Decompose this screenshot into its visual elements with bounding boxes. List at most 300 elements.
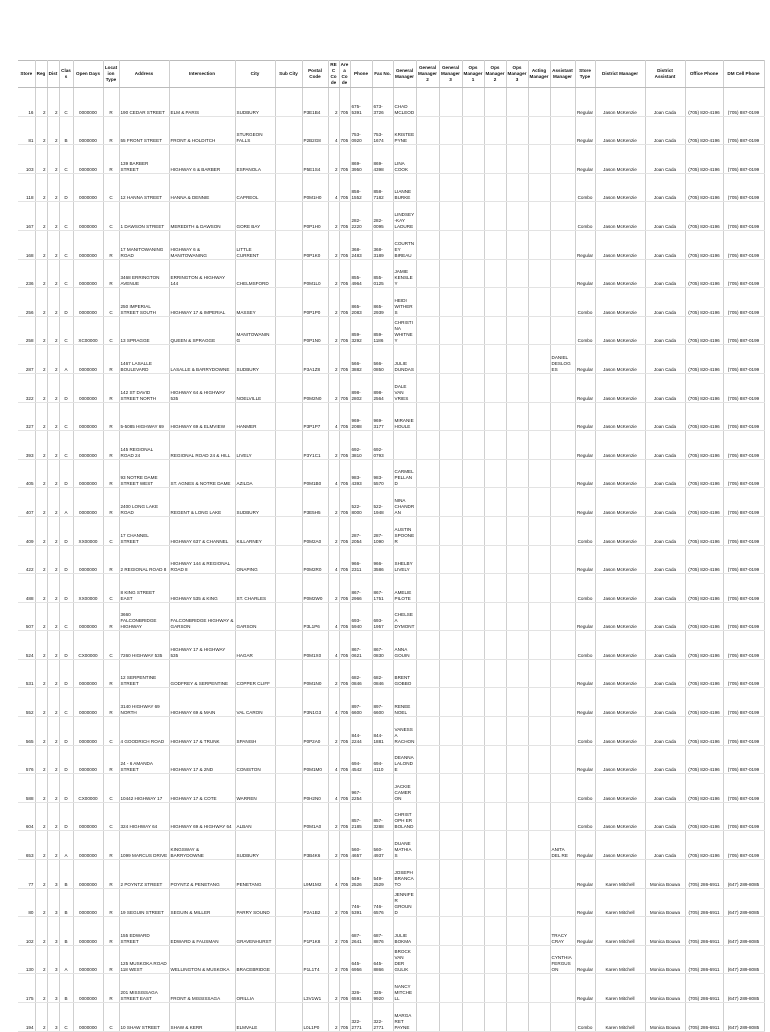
table-cell: 2 [35,917,47,946]
table-cell: P3L1P6 [302,602,328,631]
table-cell: HANNA & DENNIE [169,173,235,202]
table-cell: P0M1M0 [302,745,328,774]
table-cell [506,259,528,288]
table-cell: Jason McKenzie [595,373,645,402]
table-cell: 16 [18,88,35,117]
table-cell: 692-0793 [372,431,393,460]
table-cell [528,230,550,259]
table-cell: (705) 887-0199 [723,230,764,259]
table-cell: 867-0830 [372,631,393,660]
table-cell: ORILLIA [235,974,275,1003]
table-cell [275,659,302,688]
table-cell [439,116,462,145]
table-cell: 3468 ERRINGTON AVENUE [119,259,169,288]
table-cell [506,316,528,345]
table-cell [528,431,550,460]
table-row [18,145,764,174]
table-cell [528,516,550,545]
table-cell [275,488,302,517]
table-cell [528,602,550,631]
table-cell: R [103,917,119,946]
table-cell: 867-2966 [350,574,372,603]
table-cell: MEREDITH & DAWSON [169,202,235,231]
table-cell: CHRISTINA WHITNEY [393,316,416,345]
table-cell: (705) 887-0199 [723,659,764,688]
table-cell [462,145,484,174]
table-cell: 368-2483 [350,230,372,259]
table-row [18,574,764,603]
table-cell [416,545,439,574]
table-cell: Monica Bouwa [645,917,685,946]
table-cell [506,459,528,488]
table-cell: RENEE NOEL [393,688,416,717]
table-cell [462,831,484,860]
table-cell: 705 [339,545,350,574]
table-cell: Regular [575,431,595,460]
table-cell: 13 SPRAGGE [119,316,169,345]
table-cell: 2 [35,717,47,746]
column-header: General Manager [393,61,416,88]
table-cell: 705 [339,459,350,488]
table-cell: 0000000 [73,831,103,860]
table-cell: 81 [18,116,35,145]
table-cell [550,202,575,231]
table-cell: (647) 289-8085 [723,888,764,917]
table-cell: 855-4964 [350,259,372,288]
table-cell: D [59,774,73,803]
table-cell: 966-3586 [372,545,393,574]
table-cell: 2 [35,545,47,574]
table-cell: 2 [35,631,47,660]
table-cell: D [59,631,73,660]
table-cell: 560-4937 [372,831,393,860]
table-cell: Combo [575,774,595,803]
table-cell: C [103,173,119,202]
table-cell: JACKIE CAMERON [393,774,416,803]
table-cell: Regular [575,230,595,259]
table-cell: GARSON [235,602,275,631]
table-cell: 407 [18,488,35,517]
table-cell: 705 [339,888,350,917]
table-cell: (705) 820-4196 [685,717,723,746]
table-cell [275,774,302,803]
column-header: Fax No. [372,61,393,88]
table-cell: 0000000 [73,545,103,574]
table-cell: P0M2N0 [302,373,328,402]
table-cell: 4 [328,602,339,631]
table-cell: Joan Cada [645,659,685,688]
table-cell [439,888,462,917]
table-cell [462,88,484,117]
table-cell: 0000000 [73,259,103,288]
table-cell: 2 [47,345,59,374]
table-cell [462,316,484,345]
table-cell: 1 DAWSON STREET [119,202,169,231]
table-cell: D [59,516,73,545]
table-cell: Jason McKenzie [595,631,645,660]
table-cell [506,860,528,889]
table-cell [484,116,506,145]
table-cell [506,974,528,1003]
table-cell: CAPREOL [235,173,275,202]
table-cell: WARREN [235,774,275,803]
table-cell: 859-3292 [350,316,372,345]
table-cell: Joan Cada [645,516,685,545]
table-cell: 865-2939 [372,288,393,317]
table-cell: Monica Bouwa [645,860,685,889]
table-cell: 2 [328,230,339,259]
table-cell [275,831,302,860]
table-row [18,802,764,831]
table-cell: 705 [339,602,350,631]
table-cell: 4 [328,116,339,145]
table-cell [275,745,302,774]
table-cell [484,145,506,174]
table-cell: P0P1P0 [302,288,328,317]
table-cell: 2 [47,659,59,688]
table-cell: 2 [35,316,47,345]
table-cell: 2 [47,631,59,660]
table-cell: R [103,145,119,174]
table-cell: CHELMSFORD [235,259,275,288]
table-cell [416,831,439,860]
table-cell: 393 [18,431,35,460]
table-cell: D [59,717,73,746]
table-cell: 139 BARBER STREET [119,145,169,174]
table-cell: 2 [47,459,59,488]
table-cell [550,802,575,831]
table-cell [506,631,528,660]
table-cell: 705 [339,116,350,145]
table-cell: COPPER CLIFF [235,659,275,688]
table-cell [416,288,439,317]
table-cell: (647) 289-8085 [723,945,764,974]
table-cell [439,459,462,488]
table-cell: Karen Mitchell [595,917,645,946]
column-header: Postal Code [302,61,328,88]
table-cell: Regular [575,917,595,946]
table-cell [275,345,302,374]
table-cell [439,802,462,831]
table-cell: D [59,288,73,317]
table-cell: JENNIFER GROUND [393,888,416,917]
table-cell: Joan Cada [645,774,685,803]
table-cell [528,860,550,889]
table-cell [528,173,550,202]
table-cell: (705) 887-0199 [723,574,764,603]
table-cell: 12 SERPENTINE STREET [119,659,169,688]
table-cell: 705 [339,230,350,259]
table-cell: P5E1S4 [302,145,328,174]
table-cell: C [103,316,119,345]
table-cell [484,917,506,946]
table-cell: Jason McKenzie [595,288,645,317]
table-cell: (705) 286-6911 [685,917,723,946]
table-cell [416,631,439,660]
table-cell [462,945,484,974]
table-cell [484,888,506,917]
table-cell: AUSTIN SPOONER [393,516,416,545]
table-cell: D [59,802,73,831]
table-cell: R [103,974,119,1003]
table-cell: 705 [339,659,350,688]
table-cell [550,860,575,889]
table-cell: CX00000 [73,774,103,803]
table-cell [462,459,484,488]
table-cell: 2 [35,802,47,831]
column-header: Ops Manager 1 [462,61,484,88]
table-cell: 4 [328,173,339,202]
table-cell: HIGHWAY 637 & CHANNEL [169,516,235,545]
table-cell: C [103,717,119,746]
table-cell: REGIONAL ROAD 24 & HILL [169,431,235,460]
table-cell: (705) 820-4196 [685,202,723,231]
table-cell: Regular [575,345,595,374]
table-cell: ANITA DEL RE [550,831,575,860]
table-cell [462,860,484,889]
table-cell [275,602,302,631]
table-cell: 692-3810 [350,431,372,460]
table-cell [550,459,575,488]
table-cell: P1P1K8 [302,917,328,946]
table-cell: 2 [35,145,47,174]
table-cell: SUDBURY [235,831,275,860]
table-cell [528,145,550,174]
column-header: Ops Manager 3 [506,61,528,88]
column-header: City [235,61,275,88]
table-cell: 966-2311 [350,545,372,574]
table-cell [439,631,462,660]
table-cell [506,545,528,574]
table-cell: 167 [18,202,35,231]
table-cell: C [59,88,73,117]
table-cell [439,574,462,603]
table-cell [416,202,439,231]
table-cell: Jason McKenzie [595,516,645,545]
table-cell: 80 [18,888,35,917]
table-cell: (705) 887-0199 [723,516,764,545]
table-cell [550,717,575,746]
table-cell [528,688,550,717]
table-cell: Jason McKenzie [595,88,645,117]
table-cell: HIGHWAY 69 & MAIN [169,688,235,717]
table-cell: (705) 820-4196 [685,631,723,660]
table-cell: 2 [35,1003,47,1032]
table-cell: 4 [328,860,339,889]
table-row [18,116,764,145]
table-cell: SUDBURY [235,488,275,517]
column-header: Location Type [103,61,119,88]
table-cell: (705) 887-0199 [723,202,764,231]
table-cell: 531 [18,659,35,688]
table-cell [462,402,484,431]
table-cell: 0000000 [73,659,103,688]
table-cell: R [103,459,119,488]
table-cell: 0000000 [73,431,103,460]
table-cell: Karen Mitchell [595,974,645,1003]
table-cell [550,88,575,117]
table-cell: Joan Cada [645,345,685,374]
table-cell: R [103,345,119,374]
table-cell: NANCY MITCHELL [393,974,416,1003]
table-row [18,945,764,974]
table-cell: (705) 887-0199 [723,831,764,860]
table-cell [416,431,439,460]
table-cell: P3E1B4 [302,88,328,117]
table-cell: 1099 MARCUS DRIVE [119,831,169,860]
table-cell: 552 [18,688,35,717]
table-cell: Joan Cada [645,488,685,517]
table-cell [506,917,528,946]
table-cell: (705) 820-4196 [685,688,723,717]
table-cell: NOELVILLE [235,373,275,402]
table-cell [528,545,550,574]
table-cell [528,574,550,603]
table-cell: (705) 286-6911 [685,945,723,974]
table-cell: 250 IMPERIAL STREET SOUTH [119,288,169,317]
table-cell: D [59,745,73,774]
table-row [18,316,764,345]
table-cell: 844-1881 [372,717,393,746]
table-cell [416,345,439,374]
table-cell: ERRINGTON & HIGHWAY 144 [169,259,235,288]
table-cell: Jason McKenzie [595,688,645,717]
table-cell: 2 [47,145,59,174]
table-cell: P3Y1C1 [302,431,328,460]
table-cell: AZILDA [235,459,275,488]
table-cell [484,974,506,1003]
table-cell [528,802,550,831]
table-cell: 2 [47,831,59,860]
table-cell: 3 [47,860,59,889]
column-header: Store Type [575,61,595,88]
table-cell [439,745,462,774]
table-cell: 705 [339,402,350,431]
table-cell: Jason McKenzie [595,230,645,259]
table-cell: 3 [47,888,59,917]
table-cell [275,574,302,603]
store-directory-table [18,60,765,1032]
table-cell: 565 [18,717,35,746]
table-cell: P0P1N0 [302,316,328,345]
table-cell: (705) 820-4196 [685,488,723,517]
table-cell: LIVELY [235,431,275,460]
table-cell: (705) 887-0199 [723,459,764,488]
table-cell: 522-8000 [350,488,372,517]
table-cell: 705 [339,774,350,803]
table-cell [416,88,439,117]
table-cell: MIRANIE HOULE [393,402,416,431]
table-cell: 693-5940 [350,602,372,631]
table-cell: Joan Cada [645,574,685,603]
table-cell [439,288,462,317]
table-cell: COURTNEY BIREAU [393,230,416,259]
table-cell [528,316,550,345]
table-cell: HAGAR [235,631,275,660]
table-cell: DEANNA LALONDE [393,745,416,774]
table-cell: (705) 820-4196 [685,831,723,860]
table-cell: 694-4110 [372,745,393,774]
table-cell: Joan Cada [645,802,685,831]
table-cell: 576 [18,745,35,774]
table-cell: 588 [18,774,35,803]
table-cell [439,917,462,946]
table-cell: P0M2W0 [302,574,328,603]
table-cell: Jason McKenzie [595,659,645,688]
table-cell: 0000000 [73,459,103,488]
table-cell: P3A1Z8 [302,345,328,374]
column-header: General Manager 3 [439,61,462,88]
table-cell: 322-2771 [372,1003,393,1032]
table-row [18,545,764,574]
table-cell: R [103,488,119,517]
table-cell: 2 [328,659,339,688]
table-cell: Monica Bouwa [645,1003,685,1032]
table-cell: (705) 820-4196 [685,774,723,803]
table-cell [416,659,439,688]
table-cell [275,860,302,889]
table-cell: L0L1P0 [302,1003,328,1032]
table-cell: 705 [339,917,350,946]
table-cell [484,488,506,517]
table-cell [462,345,484,374]
table-cell: 3140 HIGHWAY 69 NORTH [119,688,169,717]
table-cell: 2 [35,230,47,259]
table-cell: A [59,945,73,974]
table-cell: 0000000 [73,1003,103,1032]
table-row [18,659,764,688]
table-cell: 969-2088 [350,402,372,431]
table-cell [275,717,302,746]
table-cell [528,402,550,431]
table-cell: AMELIE PILOTE [393,574,416,603]
table-cell: 55 FRONT STREET [119,116,169,145]
table-cell [484,574,506,603]
table-cell: 422 [18,545,35,574]
table-cell: 236 [18,259,35,288]
table-cell: P3B4K6 [302,831,328,860]
table-cell: 2 [35,945,47,974]
table-cell: 3 [47,945,59,974]
table-cell [506,88,528,117]
table-row [18,888,764,917]
table-cell: 2400 LONG LAKE ROAD [119,488,169,517]
table-cell: C [103,1003,119,1032]
table-cell: Combo [575,717,595,746]
table-cell: 190 CEDAR STREET [119,88,169,117]
table-cell: (705) 887-0199 [723,345,764,374]
table-cell: 93 NOTRE DAME STREET WEST [119,459,169,488]
table-cell: 0000000 [73,602,103,631]
table-cell: (647) 289-8085 [723,860,764,889]
table-cell [528,88,550,117]
table-cell: Combo [575,574,595,603]
table-cell: WELLINGTON & MUSKOKA [169,945,235,974]
table-cell [550,516,575,545]
table-cell: (705) 887-0199 [723,688,764,717]
table-cell [462,631,484,660]
table-cell [484,459,506,488]
table-cell: LITTLE CURRENT [235,230,275,259]
table-row [18,373,764,402]
table-cell: 705 [339,631,350,660]
table-cell: R [103,88,119,117]
table-cell: 2 [35,688,47,717]
table-cell [275,402,302,431]
table-cell [550,1003,575,1032]
table-cell: 0000000 [73,488,103,517]
table-cell: 4 [328,631,339,660]
